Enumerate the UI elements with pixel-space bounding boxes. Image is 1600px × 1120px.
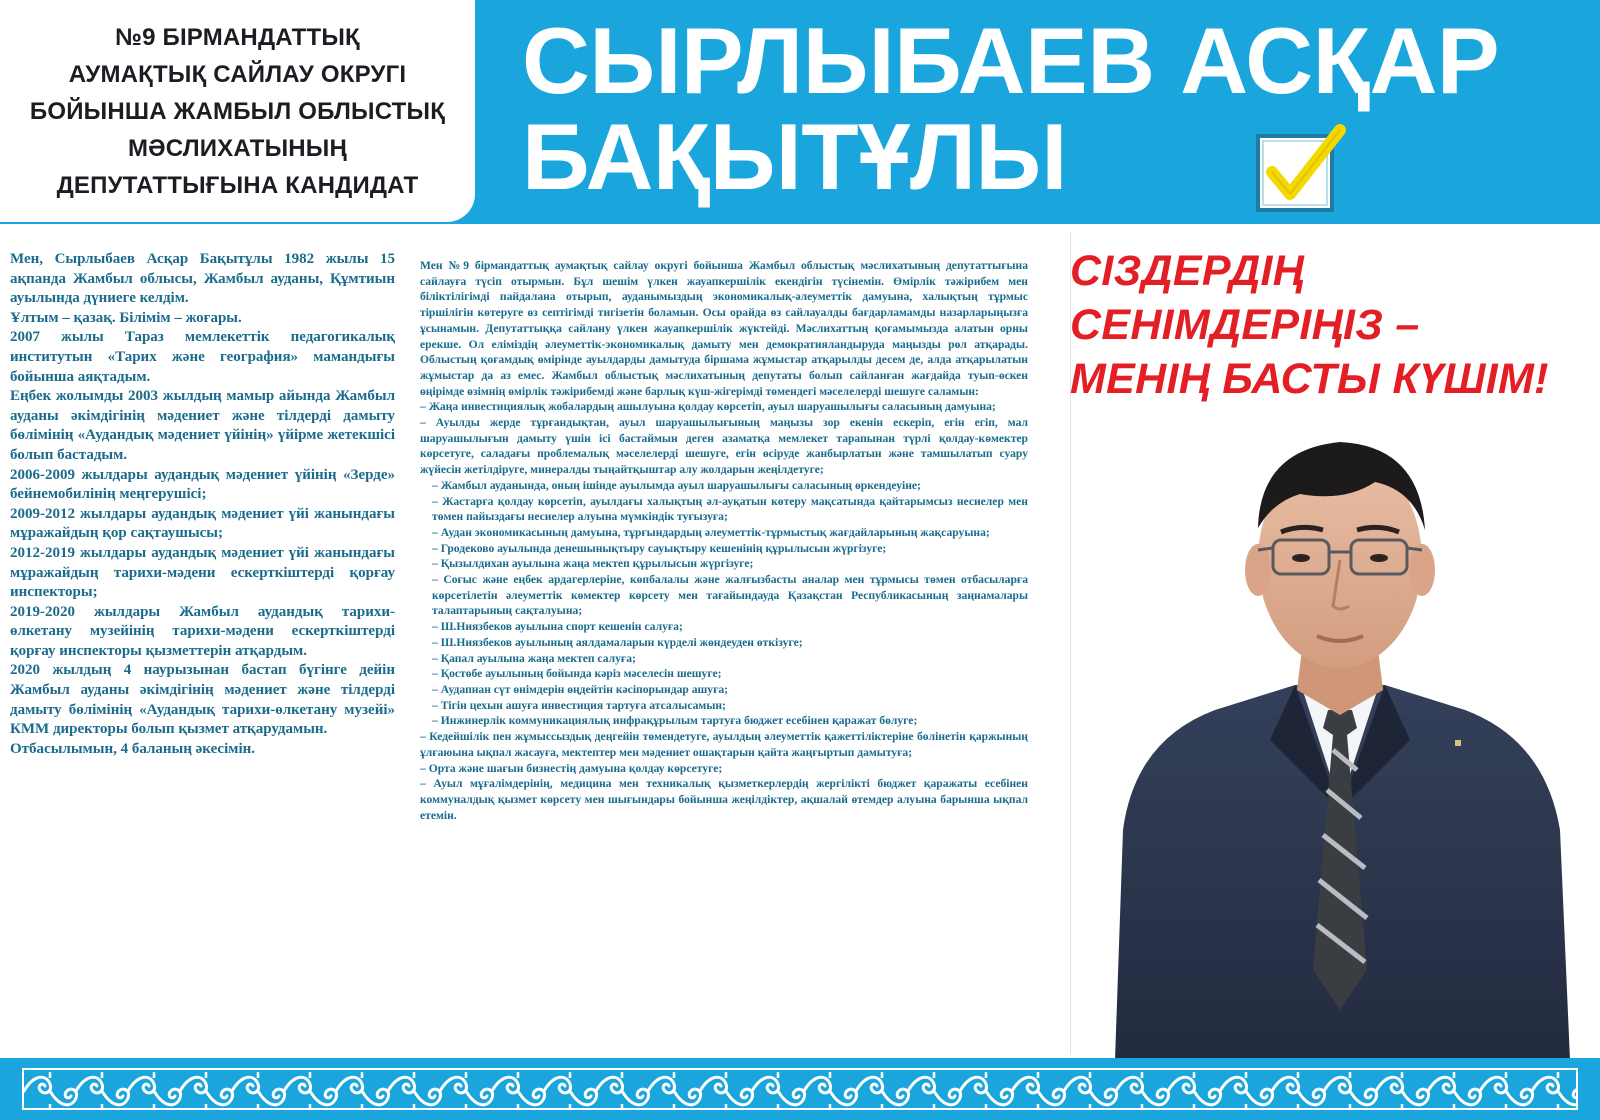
bio-paragraph: 2007 жылы Тараз мемлекеттік педагогикалық институтын «Тарих және география» мамандығы бойынша аяқтадым.: [10, 329, 395, 385]
program-item: – Кедейшілік пен жұмыссыздық деңгейін төмендетуге, ауылдың әлеуметтік қажеттіліктеріне бөлінетін қаржының ұлғаюына ықпал жасауға, мектептер мен мәдениет ошақтарын қайта жаңғыртып дамытуға;: [420, 730, 1028, 759]
program-column: [420, 258, 1028, 823]
bio-paragraph: 2009-2012 жылдары аудандық мәдениет үйі жанындағы мұражайдың қор сақтаушысы;: [10, 505, 395, 542]
header-banner: [0, 0, 1600, 224]
program-item: – Инжинерлік коммуникациялық инфрақұрылым тартуға бюджет есебінен қаражат бөлуге;: [432, 714, 918, 728]
ornament-footer: [0, 1058, 1600, 1120]
bio-paragraph: 2006-2009 жылдары аудандық мәдениет үйінің «Зерде» бейнемобилінің меңгерушісі;: [10, 466, 395, 503]
candidate-portrait: [1095, 410, 1585, 1060]
slogan-line: СІЗДЕРДІҢ: [1070, 247, 1305, 295]
program-item: – Гродеково ауылында денешынықтыру сауықтыру кешенінің құрылысын жүргізуге;: [432, 541, 887, 555]
program-item: – Қапал ауылына жаңа мектеп салуға;: [432, 651, 636, 665]
program-item: – Аудапнан сүт өнімдерін өңдейтін кәсіпорындар ашуға;: [432, 682, 729, 696]
bio-paragraph: Отбасылымын, 4 баланың әкесімін.: [10, 740, 256, 757]
ballot-checkmark-icon: [1252, 122, 1346, 216]
program-item: – Ауылды жерде тұрғандықтан, ауыл шаруашылығының маңызы зор екенін ескеріп, егін егіп, мал шаруашылығын дамыту үшін ісі бастаймын деген азаматқа мемлекет тарапынан түрлі қолдау-көмектер көрсетуге, саладағы проблемалық мәселелерді шешуге, егін өсіруде жанбырлатын және тамшылатып суару жүйесін жетілдіруге, минералды тыңайтқыштар алу жолдарын жеңілдетуге;: [420, 416, 1028, 477]
slogan: [1070, 244, 1590, 406]
program-item: – Ауыл мұғалімдерінің, медицина мен техникалық қызметкерлердің жергілікті бюджет қаражаты есебінен коммуналдық қызмет көрсету мен шығындары бойынша жеңілдіктер, ақшалай өтемдер алуына барынша ықпал етемін.: [420, 777, 1028, 822]
program-item: – Жамбыл ауданында, оның ішінде ауылымда ауыл шаруашылығы саласының өркендеуіне;: [432, 478, 921, 492]
district-line: АУМАҚТЫҚ САЙЛАУ ОКРУГІ: [68, 60, 407, 88]
ornament-pattern: [24, 1070, 1578, 1110]
district-line: МӘСЛИХАТЫНЫҢ: [127, 134, 348, 162]
slogan-line: МЕНІҢ БАСТЫ КҮШІМ!: [1070, 355, 1549, 403]
program-intro: Мен №9 бірмандаттық аумақтық сайлау округі бойынша Жамбыл облыстық мәслихатының депутаттығына сайлауға түсіп отырмын. Бұл шешім үлкен жауапкершілік екендігін түсінемін. Өмірлік тәжірибем мен біліктілігімді пайдалана отырып, ауданымыздың экономикалық-әлеуметтік дамуына, халықтың тұрмыс тіршілігін көтеруге өз септігімді тигізетін боламын. Осы орайда өз сайлауалды бағдарламамды назарларыңызға ұсынамын. Депутаттыққа сайлану үлкен жауапкершілік жүктейді. Мәслихаттың қоғамымызда алатын орны ерекше. Ол еліміздің әлеуметтік-экономикалық дамыту мен демократияландыруда маңызды рөл атқарады. Облыстың қоғамдық өмірінде ауылдарды дамытуда біршама жұмыстар атқарылды десем де, алда атқарылатын жұмыстар да аз емес. Жамбыл облыстық мәслихатының депутаты болып сайланған жағдайда туып-өскен өңірімде өзімнің өмірлік тәжірибемді және барлық күш-жігерімді төмендегі мәселелерді шешуге саламын:: [420, 259, 1028, 398]
program-item: – Қызылдихан ауылына жаңа мектеп құрылысын жүргізуге;: [432, 557, 754, 571]
biography-column: [10, 250, 395, 759]
program-item: – Жаңа инвестициялық жобалардың ашылуына қолдау көрсетіп, ауыл шаруашылығы саласының дамуына;: [420, 400, 996, 414]
program-item: – Жастарға қолдау көрсетіп, ауылдағы халықтың әл-ауқатын көтеру мақсатында қайтарымсыз несиелер мен төмен пайыздағы несиелер алуына мүмкіндік туғызуға;: [432, 494, 1028, 524]
bio-paragraph: 2019-2020 жылдары Жамбыл аудандық тарихи-өлкетану музейінің тарихи-мәдени ескерткіштерді қорғау инспекторы қызметтерін атқардым.: [10, 603, 395, 659]
kazakh-ornament-border: [22, 1068, 1578, 1110]
district-title: [30, 19, 445, 204]
bio-paragraph: Ұлтым – қазақ. Білімім – жоғары.: [10, 309, 242, 326]
district-line: №9 БІРМАНДАТТЫҚ: [115, 23, 360, 51]
district-box: [0, 0, 475, 222]
candidate-surname-name: СЫРЛЫБАЕВ АСҚАР: [522, 8, 1500, 113]
program-item: – Соғыс және еңбек ардагерлеріне, көпбалалы және жалғызбасты аналар мен тұрмысы төмен отбасыларға көрсетілетін әлеуметтік көмектер көрсету мен тағайындауда Қазақстан Республикасының заңнамалары талаптарының сақталуына;: [432, 573, 1028, 618]
program-item: – Орта және шағын бизнестің дамуына қолдау көрсетуге;: [420, 761, 723, 775]
program-item: – Ш.Ниязбеков ауылына спорт кешенін салуға;: [432, 620, 683, 634]
program-item: – Қостөбе ауылының бойында кәріз мәселесін шешуге;: [432, 667, 722, 681]
program-item: – Тігін цехын ашуға инвестиция тартуға атсалысамын;: [432, 698, 726, 712]
bio-paragraph: Еңбек жолымды 2003 жылдың мамыр айында Жамбыл ауданы әкімдігінің мәдениет және тілдерді дамыту бөлімінің «Аудандық мәдениет үйінің» үйірме жетекшісі болып бастадым.: [10, 388, 395, 463]
bio-paragraph: Мен, Сырлыбаев Асқар Бақытұлы 1982 жылы 15 ақпанда Жамбыл облысы, Жамбыл ауданы, Құмтиын ауылында дүниеге келдім.: [10, 251, 395, 307]
program-item: – Ш.Ниязбеков ауылының аялдамаларын күрделі жөндеуден өткізуге;: [432, 635, 803, 649]
bio-paragraph: 2012-2019 жылдары аудандық мәдениет үйі жанындағы мұражайдың тарихи-мәдени ескерткіштерді қорғау инспекторы;: [10, 544, 395, 601]
district-line: ДЕПУТАТТЫҒЫНА КАНДИДАТ: [56, 171, 419, 199]
district-line: БОЙЫНША ЖАМБЫЛ ОБЛЫСТЫҚ: [29, 97, 446, 125]
bio-paragraph: 2020 жылдың 4 наурызынан бастап бүгінге дейін Жамбыл ауданы әкімдігінің мәдениет және тілдерді дамыту бөлімінің «Аудандық тарихи-өлкетану музейі» КММ директоры болып қызмет атқарудамын.: [10, 662, 395, 738]
candidate-patronymic: БАҚЫТҰЛЫ: [522, 104, 1067, 209]
slogan-line: СЕНІМДЕРІҢІЗ –: [1070, 301, 1420, 349]
program-item: – Аудан экономикасының дамуына, тұрғындардың әлеуметтік-тұрмыстық жағдайларының жақсаруына;: [432, 525, 990, 539]
program-list: [420, 399, 1028, 823]
